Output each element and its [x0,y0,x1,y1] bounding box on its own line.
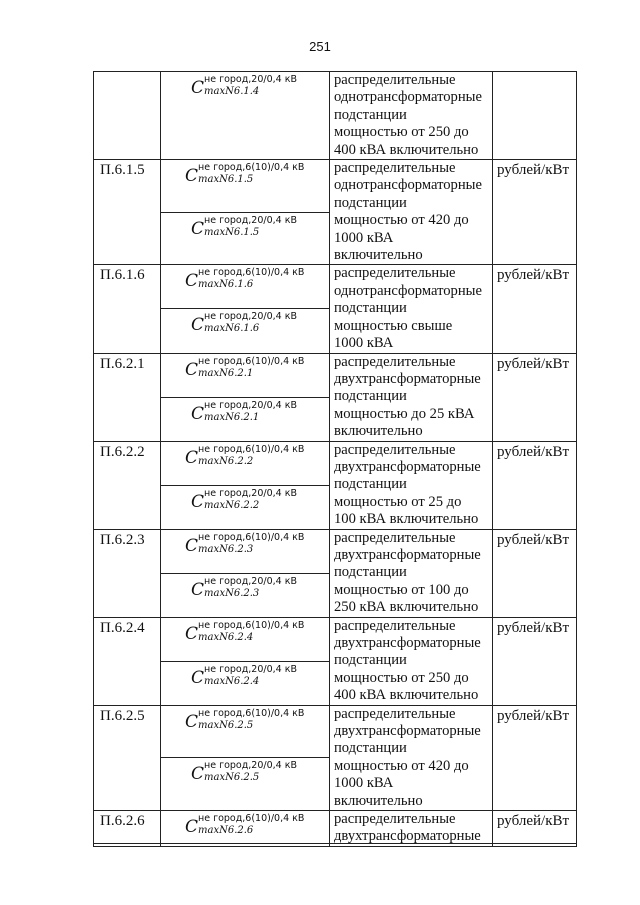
row-unit: рублей/кВт [493,160,577,265]
description-line: 250 кВА включительно [334,599,479,616]
formula [161,813,329,839]
formula-subscript: maxN6.2.3 [198,543,254,555]
formula-cell [161,485,330,529]
formula [161,311,329,337]
description-line: 1000 кВА [334,229,394,246]
tariff-table [93,71,577,847]
description-line: мощностью от 250 до [334,669,469,686]
description-line: мощностью свыше [334,317,453,334]
row-code [94,72,161,160]
formula-cell [161,441,330,485]
formula-symbol: C [185,271,199,292]
row-description [330,811,493,847]
formula-symbol: C [191,315,205,336]
row-code: П.6.2.3 [94,529,161,617]
formula [161,708,329,734]
description-line: мощностью до 25 кВА [334,405,475,422]
formula-superscript: не город,6(10)/0,4 кВ [198,619,305,631]
formula-subscript: maxN6.2.1 [198,367,254,379]
formula-symbol: C [185,623,199,644]
table-bottom-border [93,843,576,844]
formula [161,400,329,426]
table-row [94,72,577,160]
description-line: включительно [334,423,423,440]
formula-superscript: не город,20/0,4 кВ [204,487,297,499]
formula-superscript: не город,20/0,4 кВ [204,74,297,85]
description-line: 400 кВА включительно [334,687,479,704]
description-line: распределительные [334,441,456,458]
formula [161,444,329,470]
formula-cell [161,72,330,160]
page-number: 251 [309,39,331,54]
formula-cell [161,353,330,397]
formula-symbol: C [191,764,205,785]
formula-subscript: maxN6.1.6 [198,279,254,291]
description-line: распределительные [334,265,456,282]
formula-subscript: maxN6.2.6 [198,825,254,837]
description-line: подстанции [334,652,407,669]
formula-superscript: не город,6(10)/0,4 кВ [198,813,305,825]
description-line: подстанции [334,388,407,405]
formula-cell [161,811,330,847]
formula [161,356,329,382]
row-unit: рублей/кВт [493,617,577,705]
formula-symbol: C [185,166,199,187]
formula-superscript: не город,6(10)/0,4 кВ [198,355,305,367]
formula-cell [161,309,330,353]
description-line: подстанции [334,300,407,317]
row-code: П.6.2.5 [94,705,161,810]
description-line: двухтрансформаторные [334,828,481,845]
row-description [330,617,493,705]
table-row [94,705,577,758]
formula-symbol: C [191,403,205,424]
formula [161,620,329,646]
formula [161,576,329,602]
formula [161,267,329,293]
description-line: 400 кВА включительно [334,141,479,158]
formula-cell [161,529,330,573]
formula-symbol: C [185,359,199,380]
formula [161,215,329,241]
formula-symbol: C [185,535,199,556]
formula-subscript: maxN6.2.2 [204,499,260,511]
row-description [330,529,493,617]
row-description [330,72,493,160]
description-line: распределительные [334,811,456,828]
row-unit: рублей/кВт [493,441,577,529]
row-code: П.6.1.5 [94,160,161,265]
formula-symbol: C [185,447,199,468]
description-line: мощностью от 100 до [334,581,469,598]
row-unit: рублей/кВт [493,529,577,617]
formula-superscript: не город,20/0,4 кВ [204,760,297,772]
formula-subscript: maxN6.2.1 [204,411,260,423]
formula-symbol: C [185,817,199,838]
description-line: подстанции [334,476,407,493]
formula-subscript: maxN6.2.5 [204,772,260,784]
table-row [94,265,577,309]
description-line: подстанции [334,564,407,581]
formula-symbol: C [191,218,205,239]
description-line: двухтрансформаторные [334,458,481,475]
description-line: 100 кВА включительно [334,511,479,528]
formula-superscript: не город,20/0,4 кВ [204,311,297,323]
formula-subscript: maxN6.2.2 [198,455,254,467]
description-line: подстанции [334,740,407,757]
formula-subscript: maxN6.2.4 [204,675,260,687]
row-unit: рублей/кВт [493,705,577,810]
formula-superscript: не город,6(10)/0,4 кВ [198,707,305,719]
row-unit: рублей/кВт [493,811,577,847]
row-description [330,441,493,529]
formula-subscript: maxN6.1.5 [204,226,260,238]
formula-symbol: C [191,78,205,98]
description-line: подстанции [334,106,407,123]
formula-cell [161,265,330,309]
description-line: включительно [334,792,423,809]
formula [161,488,329,514]
description-line: мощностью от 420 до [334,757,469,774]
formula [161,532,329,558]
formula-subscript: maxN6.1.4 [204,86,260,97]
formula-superscript: не город,20/0,4 кВ [204,575,297,587]
description-line: мощностью от 25 до [334,493,462,510]
description-line: 1000 кВА [334,775,394,792]
formula-cell [161,573,330,617]
formula-superscript: не город,20/0,4 кВ [204,663,297,675]
formula [161,664,329,690]
formula-superscript: не город,6(10)/0,4 кВ [198,531,305,543]
formula-cell [161,212,330,265]
row-description [330,353,493,441]
formula [161,760,329,786]
description-line: двухтрансформаторные [334,723,481,740]
description-line: двухтрансформаторные [334,546,481,563]
row-code: П.6.2.4 [94,617,161,705]
description-line: распределительные [334,529,456,546]
description-line: однотрансформаторные [334,177,482,194]
row-code: П.6.2.1 [94,353,161,441]
row-unit [493,72,577,160]
description-line: распределительные [334,353,456,370]
formula-subscript: maxN6.1.5 [198,174,254,186]
table-row [94,160,577,213]
description-line: 1000 кВА [334,335,394,352]
row-unit: рублей/кВт [493,265,577,353]
formula-symbol: C [191,579,205,600]
formula-symbol: C [191,667,205,688]
formula-symbol: C [191,491,205,512]
row-unit: рублей/кВт [493,353,577,441]
formula-subscript: maxN6.1.6 [204,323,260,335]
formula [161,74,329,100]
formula-cell [161,397,330,441]
row-description [330,160,493,265]
description-line: двухтрансформаторные [334,635,481,651]
formula-cell [161,617,330,661]
description-line: распределительные [334,160,456,177]
formula-cell [161,758,330,811]
description-line: двухтрансформаторные [334,370,481,387]
table-row [94,441,577,485]
description-line: подстанции [334,194,407,211]
formula-superscript: не город,6(10)/0,4 кВ [198,267,305,279]
row-code: П.6.2.6 [94,811,161,847]
table-row [94,811,577,847]
description-line: распределительные [334,72,456,88]
description-line: однотрансформаторные [334,282,482,299]
formula-subscript: maxN6.2.3 [204,587,260,599]
formula-superscript: не город,20/0,4 кВ [204,214,297,226]
formula-cell [161,705,330,758]
row-code: П.6.1.6 [94,265,161,353]
formula-cell [161,160,330,213]
formula [161,162,329,188]
formula-subscript: maxN6.2.4 [198,631,254,643]
formula-superscript: не город,6(10)/0,4 кВ [198,162,305,174]
table-row [94,617,577,661]
formula-symbol: C [185,711,199,732]
formula-subscript: maxN6.2.5 [198,719,254,731]
table-row [94,529,577,573]
description-line: распределительные [334,617,456,634]
description-line: включительно [334,247,423,264]
row-code: П.6.2.2 [94,441,161,529]
description-line: мощностью от 250 до [334,124,469,141]
description-line: однотрансформаторные [334,89,482,106]
formula-superscript: не город,20/0,4 кВ [204,399,297,411]
formula-cell [161,661,330,705]
table-row [94,353,577,397]
description-line: мощностью от 420 до [334,212,469,229]
formula-superscript: не город,6(10)/0,4 кВ [198,443,305,455]
row-description [330,705,493,810]
description-line: распределительные [334,705,456,722]
row-description [330,265,493,353]
